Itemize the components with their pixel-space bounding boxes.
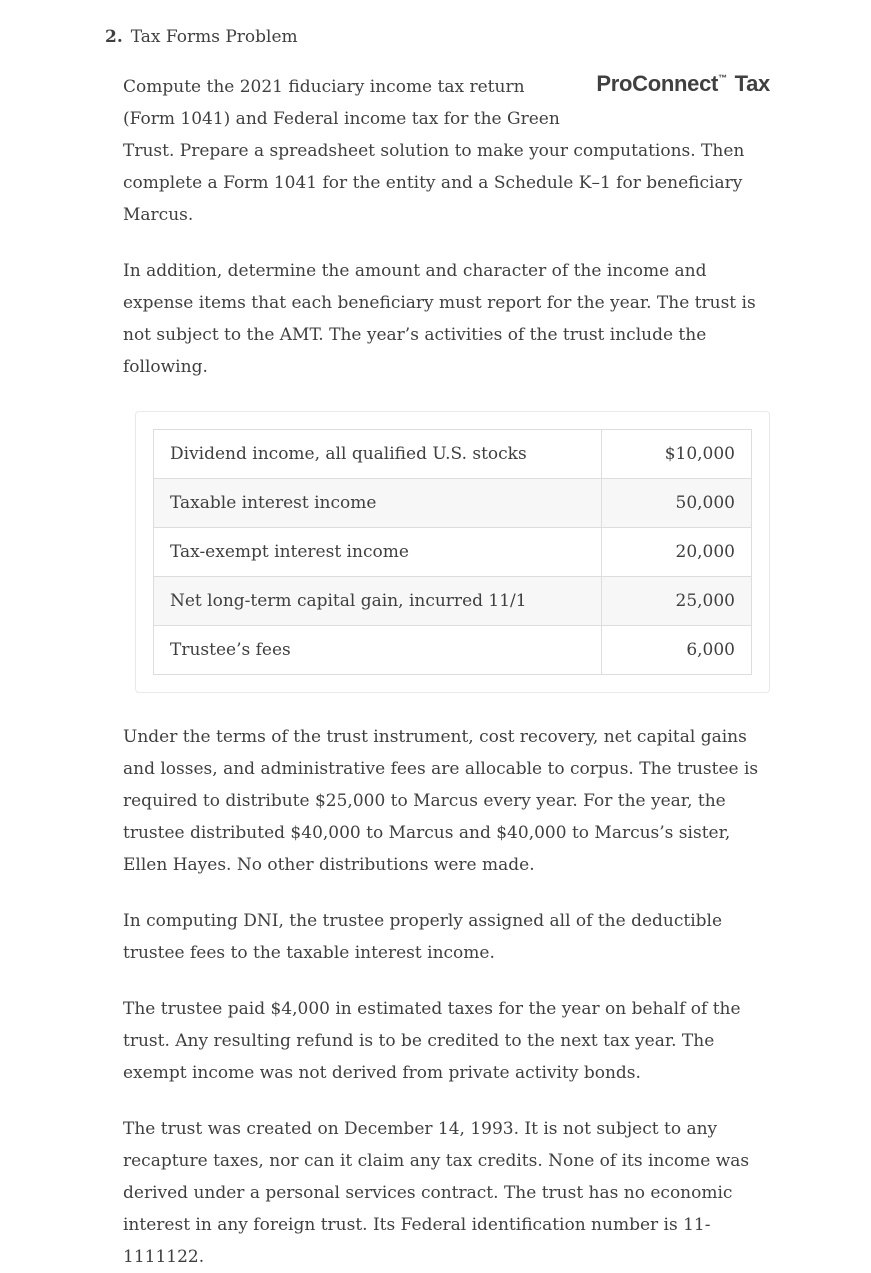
item-value-cell: 50,000: [602, 479, 752, 528]
table-row: [154, 528, 752, 577]
table-row: [154, 479, 752, 528]
item-value-cell: $10,000: [602, 430, 752, 479]
paragraph-trust-instrument-terms: Under the terms of the trust instrument, cost recovery, net capital gains and losses, and administrative fees are allocable to corpus. The trustee is required to distribute $25,000 to Marcus every year. For the year, the trustee distributed $40,000 to Marcus and $40,000 to Marcus’s sister, Ellen Hayes. No other distributions were made.: [123, 727, 759, 875]
item-label-cell: Tax-exempt interest income: [154, 528, 602, 577]
paragraph-estimated-taxes: The trustee paid $4,000 in estimated taxes for the year on behalf of the trust. Any resulting refund is to be credited to the next tax year. The exempt income was not derived from private activity bonds.: [123, 999, 741, 1083]
item-label-cell: Dividend income, all qualified U.S. stocks: [154, 430, 602, 479]
item-value-cell: 25,000: [602, 577, 752, 626]
item-label-cell: Trustee’s fees: [154, 626, 602, 675]
income-table-container: [135, 411, 770, 693]
item-label-cell: Net long-term capital gain, incurred 11/1: [154, 577, 602, 626]
paragraph-compute-instructions: Compute the 2021 fiduciary income tax return (Form 1041) and Federal income tax for the Green Trust. Prepare a spreadsheet solution to make your computations. Then complete a Form 1041 for the entity and a Schedule K–1 for beneficiary Marcus.: [123, 77, 745, 225]
trust-activity-table: [153, 429, 752, 675]
list-number: 2.: [105, 27, 123, 47]
table-row: [154, 626, 752, 675]
table-row: [154, 430, 752, 479]
paragraph-trust-background: The trust was created on December 14, 1993. It is not subject to any recapture taxes, nor can it claim any tax credits. None of its income was derived under a personal services contract. The trust has no economic interest in any foreign trust. Its Federal identification number is 11-1111122.: [123, 1119, 750, 1267]
item-value-cell: 6,000: [602, 626, 752, 675]
logo-product-text: Tax: [734, 71, 770, 96]
table-row: [154, 577, 752, 626]
page-title: Tax Forms Problem: [130, 27, 298, 47]
paragraph-dni-computation: In computing DNI, the trustee properly assigned all of the deductible trustee fees to the taxable interest income.: [123, 911, 723, 963]
proconnect-tax-logo: [596, 63, 770, 99]
problem-heading: [105, 25, 770, 49]
item-label-cell: Taxable interest income: [154, 479, 602, 528]
item-value-cell: 20,000: [602, 528, 752, 577]
logo-brand-text: ProConnect: [596, 71, 719, 96]
trademark-symbol: ™: [718, 73, 727, 83]
problem-body: [123, 71, 770, 1273]
paragraph-beneficiary-reporting: In addition, determine the amount and character of the income and expense items that each beneficiary must report for the year. The trust is not subject to the AMT. The year’s activities of the trust include the following.: [123, 261, 756, 377]
